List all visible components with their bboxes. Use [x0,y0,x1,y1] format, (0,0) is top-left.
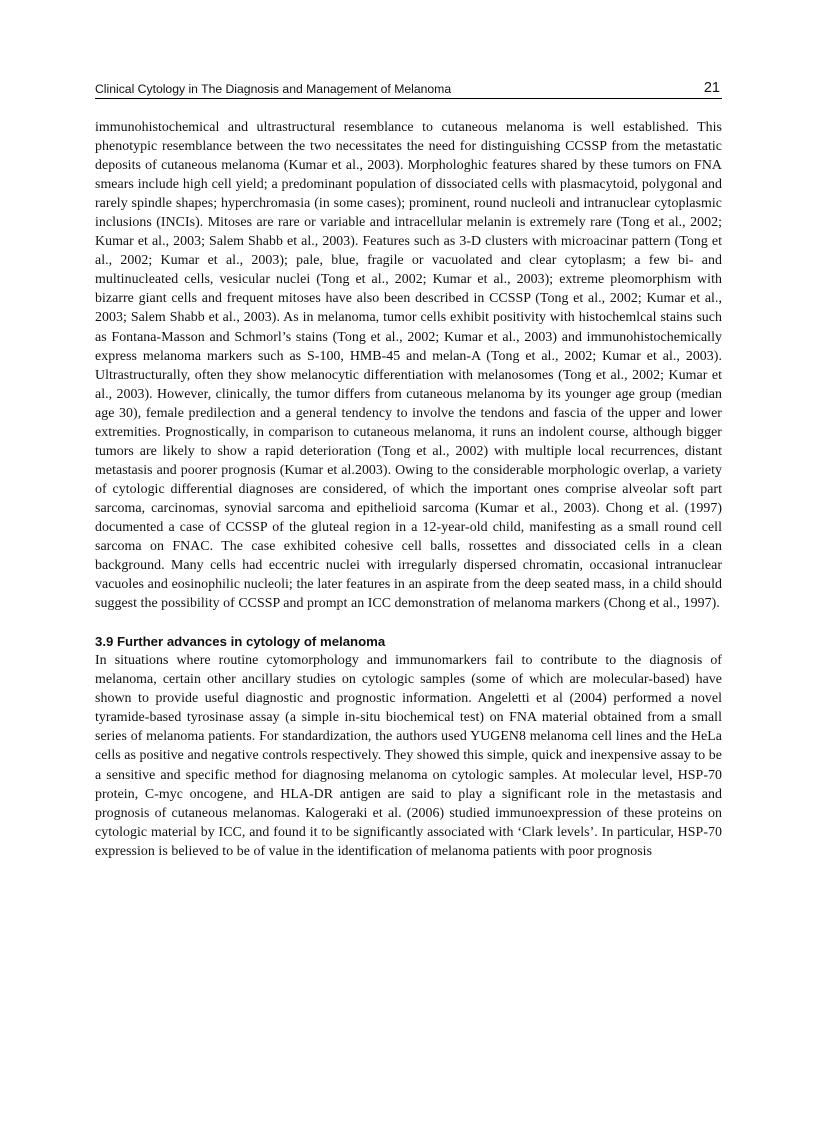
section-heading: 3.9 Further advances in cytology of melanoma [95,634,386,650]
running-header [95,78,722,99]
paragraph-ccssp: immunohistochemical and ultrastructural resemblance to cutaneous melanoma is well established. This phenotypic resemblance between the two necessitates the need for distinguishing CCSSP from the metastatic deposits of cutaneous melanoma (Kumar et al., 2003). Morphologhic features shared by these tumors on FNA smears include high cell yield; a predominant population of dissociated cells with plasmacytoid, polygonal and rarely spindle shapes; hyperchromasia (in some cases); prominent, round nucleoli and intranuclear cytoplasmic inclusions (INCIs). Mitoses are rare or variable and intracellular melanin is extremely rare (Tong et al., 2002; Kumar et al., 2003; Salem Shabb et al., 2003). Features such as 3-D clusters with microacinar pattern (Tong et al., 2002; Kumar et al., 2003); pale, blue, fragile or vacuolated and clear cytoplasm; a few bi- and multinucleated cells, vesicular nuclei (Tong et al., 2002; Kumar et al., 2003); extreme pleomorphism with bizarre giant cells and frequent mitoses have also been described in CCSSP (Tong et al., 2002; Kumar et al., 2003; Salem Shabb et al., 2003). As in melanoma, tumor cells exhibit positivity with histochemlcal stains such as Fontana-Masson and Schmorl’s stains (Tong et al., 2002; Kumar et al., 2003) and immunohistochemically express melanoma markers such as S-100, HMB-45 and melan-A (Tong et al., 2002; Kumar et al., 2003). Ultrastructurally, often they show melanocytic differentiation with melanosomes (Tong et al., 2002; Kumar et al., 2003). However, clinically, the tumor differs from cutaneous melanoma by its younger age group (median age 30), female predilection and a general tendency to involve the tendons and fascia of the upper and lower extremities. Prognostically, in comparison to cutaneous melanoma, it runs an indolent course, although bigger tumors are likely to show a rapid deterioration (Tong et al., 2002) with multiple local recurrences, distant metastasis and poorer prognosis (Kumar et al.2003). Owing to the considerable morphologic overlap, a variety of cytologic differential diagnoses are considered, of which the important ones comprise alveolar soft part sarcoma, carcinomas, synovial sarcoma and epithelioid sarcoma (Kumar et al., 2003). Chong et al. (1997) documented a case of CCSSP of the gluteal region in a 12-year-old child, manifesting as a small round cell sarcoma on FNAC. The case exhibited cohesive cell balls, rossettes and dissociated cells in a clean background. Many cells had eccentric nuclei with irregularly dispersed chromatin, occasional intranuclear vacuoles and eosinophilic nucleoli; the later features in an aspirate from the deep seated mass, in a child should suggest the possibility of CCSSP and prompt an ICC demonstration of melanoma markers (Chong et al., 1997). [95,120,722,612]
body-text [95,118,722,861]
paragraph-further-advances: In situations where routine cytomorphology and immunomarkers fail to contribute to the diagnosis of melanoma, certain other ancillary studies on cytologic samples (some of which are molecular-based) have shown to provide useful diagnostic and prognostic information. Angeletti et al (2004) performed a novel tyramide-based tyrosinase assay (a simple in-situ biochemical test) on FNA material obtained from a small series of melanoma patients. For standardization, the authors used YUGEN8 melanoma cell lines and the HeLa cells as positive and negative controls respectively. They showed this simple, quick and inexpensive assay to be a sensitive and specific method for diagnosing melanoma on cytologic samples. At molecular level, HSP-70 protein, C-myc oncogene, and HLA-DR antigen are said to play a significant role in the metastasis and prognosis of cutaneous melanomas. Kalogeraki et al. (2006) studied immunoexpression of these proteins on cytologic material by ICC, and found it to be significantly associated with ‘Clark levels’. In particular, HSP-70 expression is believed to be of value in the identification of melanoma patients with poor prognosis [95,653,722,859]
page-number: 21 [703,80,720,96]
running-header-title: Clinical Cytology in The Diagnosis and Management of Melanoma [95,82,452,96]
